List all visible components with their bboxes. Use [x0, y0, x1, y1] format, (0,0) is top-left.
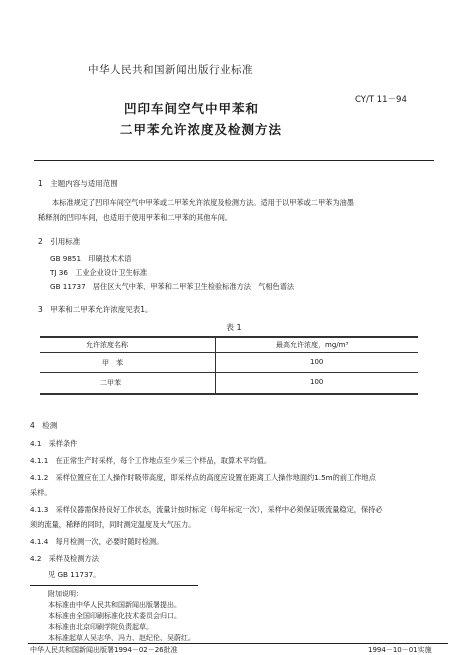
note-line: 本标准由中华人民共和国新闻出版署提出。 [48, 601, 181, 609]
footer-divider [28, 643, 448, 644]
notes-divider [30, 585, 198, 586]
table-cell-name: 甲 苯 [102, 359, 123, 367]
notes-heading: 附加说明： [48, 590, 83, 598]
section-1-paragraph-line1: 本标准规定了凹印车间空气中甲苯或二甲苯允许浓度及检测方法。适用于以甲苯或二甲苯为油墨 [52, 198, 354, 207]
note-line: 本标准由全国印刷标准化技术委员会归口。 [48, 612, 181, 620]
publisher-standard-header: 中华人民共和国新闻出版行业标准 [88, 64, 253, 76]
clause-4-1-2-cont: 采样。 [30, 488, 52, 497]
document-title-line2: 二甲苯允许浓度及检测方法 [120, 122, 283, 137]
section-3-heading: 3 甲苯和二甲苯允许浓度见表1。 [38, 305, 153, 314]
document-title-line1: 凹印车间空气中甲苯和 [124, 101, 260, 116]
clause-4-1-1: 4.1.1 在正常生产时采样，每个工作地点至少采三个样品，取算术平均值。 [30, 456, 272, 465]
table-column-divider [215, 336, 216, 394]
clause-4-1-4: 4.1.4 每月检测一次，必要时随时检测。 [30, 537, 164, 546]
table-cell-name: 二甲苯 [100, 379, 121, 387]
section-1-heading: 1 主题内容与适用范围 [38, 179, 118, 188]
section-1-paragraph-line2: 稀释剂的凹印车间，也适用于使用甲苯和二甲苯的其他车间。 [38, 213, 233, 222]
reference-item: TJ 36 工业企业设计卫生标准 [50, 268, 148, 277]
reference-item: GB 11737 居住区大气中苯、甲苯和二甲苯卫生检验标准方法 气相色谱法 [50, 282, 295, 291]
table-header-divider [40, 352, 418, 353]
table-top-border [40, 336, 418, 338]
section-2-heading: 2 引用标准 [38, 237, 81, 246]
note-line: 本标准起草人吴志华、冯力、赵纪伦、吴蔚红。 [48, 634, 195, 642]
footer-implementation: 1994－10－01实施 [368, 646, 432, 654]
clause-4-2: 4.2 采样及检测方法 [30, 554, 99, 563]
table-header-name: 允许浓度名称 [86, 341, 128, 349]
section-4-heading: 4 检测 [30, 421, 58, 430]
clause-4-1-3: 4.1.3 采样仪器需保持良好工作状态，流量计按时标定（每年标定一次），采样中必须保证吸流量稳定，保持必 [30, 505, 383, 514]
clause-4-2-reference: 见 GB 11737。 [48, 570, 101, 579]
header-divider [34, 160, 434, 161]
table-row-divider [40, 372, 418, 373]
note-line: 本标准由北京印刷学院负责起草。 [48, 623, 153, 631]
clause-4-1-3-cont: 须的流量，稀释的同时，同时测定温度及大气压力。 [30, 520, 196, 529]
table-bottom-border [40, 393, 418, 395]
table-header-value: 最高允许浓度，mg/m³ [276, 341, 349, 349]
table-cell-value: 100 [310, 358, 324, 366]
table-cell-value: 100 [310, 378, 324, 386]
reference-item: GB 9851 印刷技术术语 [50, 254, 132, 263]
clause-4-1: 4.1 采样条件 [30, 439, 78, 448]
standard-number: CY/T 11－94 [355, 95, 407, 105]
footer-approval: 中华人民共和国新闻出版署1994－02－26批准 [30, 646, 178, 654]
clause-4-1-2: 4.1.2 采样位置应在工人操作时吸带高度，即采样点的高度应设置在距离工人操作地面约1.5m的前工作地点 [30, 473, 376, 482]
allowable-concentration-table [40, 336, 418, 394]
table-label: 表 1 [226, 323, 242, 332]
